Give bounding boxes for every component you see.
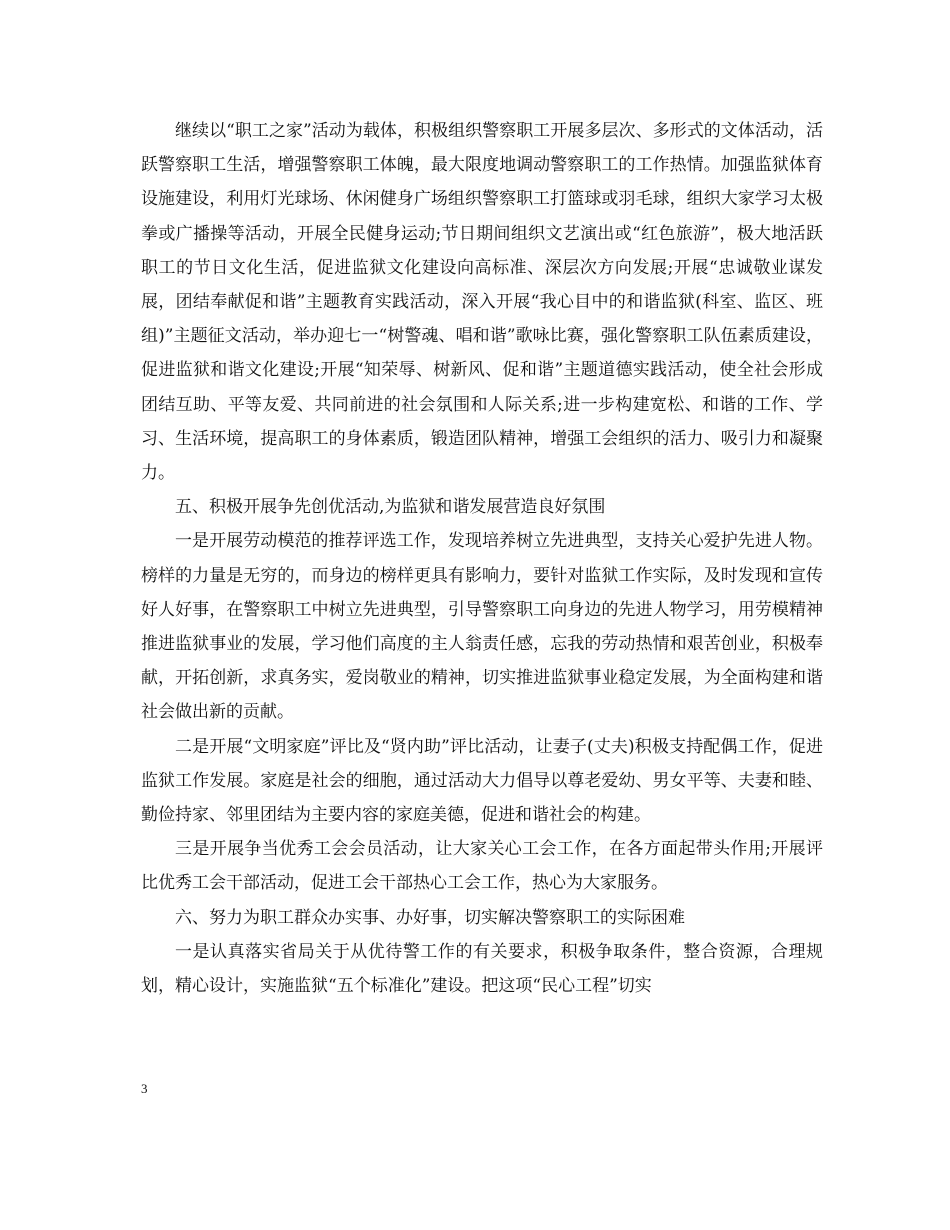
body-text — [141, 114, 823, 1003]
paragraph-model-worker-selection: 一是开展劳动模范的推荐评选工作，发现培养树立先进典型，支持关心爱护先进人物。榜样的力量是无穷的，而身边的榜样更具有影响力，要针对监狱工作实际，及时发现和宣传好人好事，在警察职工中树立先进典型，引导警察职工向身边的先进人物学习，用劳模精神推进监狱事业的发展，学习他们高度的主人翁责任感，忘我的劳动热情和艰苦创业，积极奉献，开拓创新，求真务实，爱岗敬业的精神，切实推进监狱事业稳定发展，为全面构建和谐社会做出新的贡献。 — [141, 531, 823, 723]
paragraph-police-welfare: 一是认真落实省局关于从优待警工作的有关要求，积极争取条件，整合资源，合理规划，精心设计，实施监狱“五个标准化”建设。把这项“民心工程”切实 — [141, 941, 823, 997]
paragraph-staff-home-activities: 继续以“职工之家”活动为载体，积极组织警察职工开展多层次、多形式的文体活动，活跃警察职工生活，增强警察职工体魄，最大限度地调动警察职工的工作热情。加强监狱体育设施建设，利用灯光球场、休闲健身广场组织警察职工打篮球或羽毛球，组织大家学习太极拳或广播操等活动，开展全民健身运动;节日期间组织文艺演出或“红色旅游”，极大地活跃职工的节日文化生活，促进监狱文化建设向高标准、深层次方向发展;开展“忠诚敬业谋发展，团结奉献促和谐”主题教育实践活动，深入开展“我心目中的和谐监狱(科室、监区、班组)”主题征文活动，举办迎七一“树警魂、唱和谐”歌咏比赛，强化警察职工队伍素质建设，促进监狱和谐文化建设;开展“知荣辱、树新风、促和谐”主题道德实践活动，使全社会形成团结互助、平等友爱、共同前进的社会氛围和人际关系;进一步构建宽松、和谐的工作、学习、生活环境，提高职工的身体素质，锻造团队精神，增强工会组织的活力、吸引力和凝聚力。 — [141, 121, 823, 484]
paragraph-excellent-union-member: 三是开展争当优秀工会会员活动，让大家关心工会工作，在各方面起带头作用;开展评比优秀工会干部活动，促进工会干部热心工会工作，热心为大家服务。 — [141, 839, 823, 894]
page-number: 3 — [141, 1081, 148, 1096]
section-heading-six: 六、努力为职工群众办实事、办好事，切实解决警察职工的实际困难 — [175, 907, 685, 928]
paragraph-civilized-family: 二是开展“文明家庭”评比及“贤内助”评比活动，让妻子(丈夫)积极支持配偶工作，促进监狱工作发展。家庭是社会的细胞，通过活动大力倡导以尊老爱幼、男女平等、夫妻和睦、勤俭持家、邻里团结为主要内容的家庭美德，促进和谐社会的构建。 — [141, 736, 823, 826]
section-heading-five: 五、积极开展争先创优活动,为监狱和谐发展营造良好氛围 — [175, 497, 606, 518]
